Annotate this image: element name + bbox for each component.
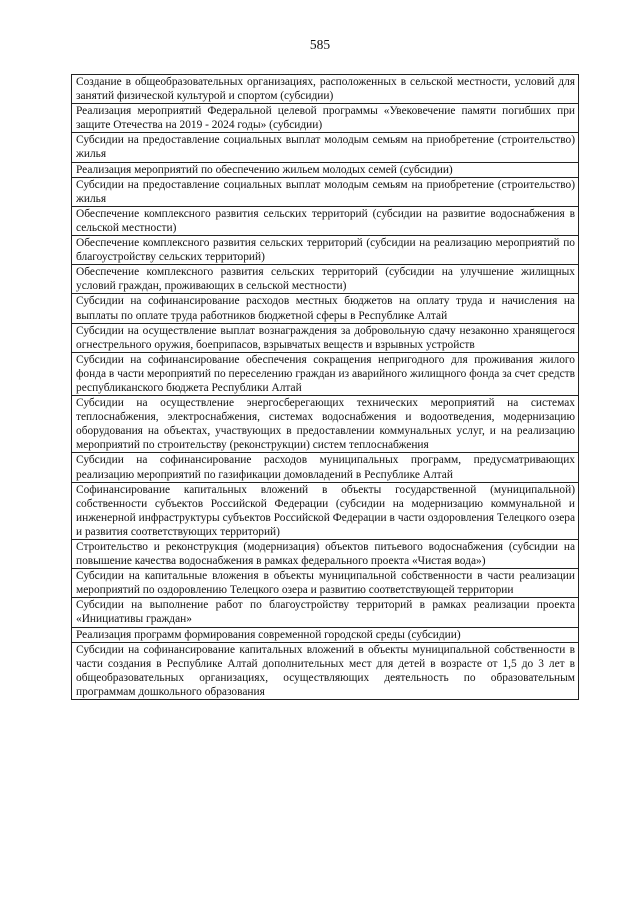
- table-row: [72, 323, 579, 352]
- table-row: [72, 598, 579, 627]
- table-cell: Обеспечение комплексного развития сельских территорий (субсидии на реализацию мероприятий по благоустройству сельских территорий): [72, 236, 579, 265]
- table-cell: Софинансирование капитальных вложений в объекты государственной (муниципальной) собственности субъектов Российской Федерации (субсидии на модернизацию коммунальной и инженерной инфраструктуры субъектов Российской Федерации в части оздоровления Телецкого озера и развития соответствующих территорий): [72, 482, 579, 539]
- table-row: [72, 294, 579, 323]
- table-row: [72, 75, 579, 104]
- table-row: [72, 265, 579, 294]
- table-row: [72, 642, 579, 699]
- table-row: [72, 162, 579, 177]
- table-row: [72, 133, 579, 162]
- table-cell: Строительство и реконструкция (модернизация) объектов питьевого водоснабжения (субсидии на повышение качества водоснабжения в рамках федерального проекта «Чистая вода»): [72, 540, 579, 569]
- table-row: [72, 177, 579, 206]
- table-cell: Реализация мероприятий Федеральной целевой программы «Увековечение памяти погибших при защите Отечества на 2019 - 2024 годы» (субсидии): [72, 104, 579, 133]
- table-cell: Субсидии на осуществление энергосберегающих технических мероприятий на системах теплоснабжения, электроснабжения, системах водоснабжения и водоотведения, модернизацию оборудования на объектах, участвующих в предоставлении коммунальных услуг, и на реализацию мероприятий по строительству (реконструкции) систем теплоснабжения: [72, 396, 579, 453]
- table-row: [72, 482, 579, 539]
- table-row: [72, 236, 579, 265]
- table-cell: Субсидии на капитальные вложения в объекты муниципальной собственности в части реализации мероприятий по оздоровлению Телецкого озера и развитию соответствующей территории: [72, 569, 579, 598]
- table-row: [72, 352, 579, 395]
- table-row: [72, 540, 579, 569]
- table-cell: Обеспечение комплексного развития сельских территорий (субсидии на улучшение жилищных условий граждан, проживающих в сельской местности): [72, 265, 579, 294]
- table-cell: Создание в общеобразовательных организациях, расположенных в сельской местности, условий для занятий физической культурой и спортом (субсидии): [72, 75, 579, 104]
- table-cell: Субсидии на предоставление социальных выплат молодым семьям на приобретение (строительство) жилья: [72, 133, 579, 162]
- table-row: [72, 627, 579, 642]
- table-cell: Субсидии на софинансирование расходов местных бюджетов на оплату труда и начисления на выплаты по оплате труда работников бюджетной сферы в Республике Алтай: [72, 294, 579, 323]
- table-cell: Субсидии на софинансирование расходов муниципальных программ, предусматривающих реализацию мероприятий по газификации домовладений в Республике Алтай: [72, 453, 579, 482]
- table-cell: Субсидии на предоставление социальных выплат молодым семьям на приобретение (строительство) жилья: [72, 177, 579, 206]
- table-cell: Субсидии на софинансирование обеспечения сокращения непригодного для проживания жилого фонда в части мероприятий по переселению граждан из аварийного жилищного фонда за счет средств республиканского бюджета Республики Алтай: [72, 352, 579, 395]
- table-row: [72, 104, 579, 133]
- table-cell: Субсидии на софинансирование капитальных вложений в объекты муниципальной собственности в части создания в Республике Алтай дополнительных мест для детей в возрасте от 1,5 до 3 лет в общеобразовательных организациях, осуществляющих деятельность по образовательным программам дошкольного образования: [72, 642, 579, 699]
- table-cell: Реализация программ формирования современной городской среды (субсидии): [72, 627, 579, 642]
- page-number: 585: [309, 37, 331, 52]
- subsidy-list-table: [71, 74, 579, 700]
- table-cell: Обеспечение комплексного развития сельских территорий (субсидии на развитие водоснабжения в сельской местности): [72, 206, 579, 235]
- table-row: [72, 453, 579, 482]
- table-cell: Субсидии на осуществление выплат вознаграждения за добровольную сдачу незаконно хранящегося огнестрельного оружия, боеприпасов, взрывчатых веществ и взрывных устройств: [72, 323, 579, 352]
- table-cell: Реализация мероприятий по обеспечению жильем молодых семей (субсидии): [72, 162, 579, 177]
- table-row: [72, 396, 579, 453]
- table-row: [72, 569, 579, 598]
- table-row: [72, 206, 579, 235]
- table-cell: Субсидии на выполнение работ по благоустройству территорий в рамках реализации проекта «Инициативы граждан»: [72, 598, 579, 627]
